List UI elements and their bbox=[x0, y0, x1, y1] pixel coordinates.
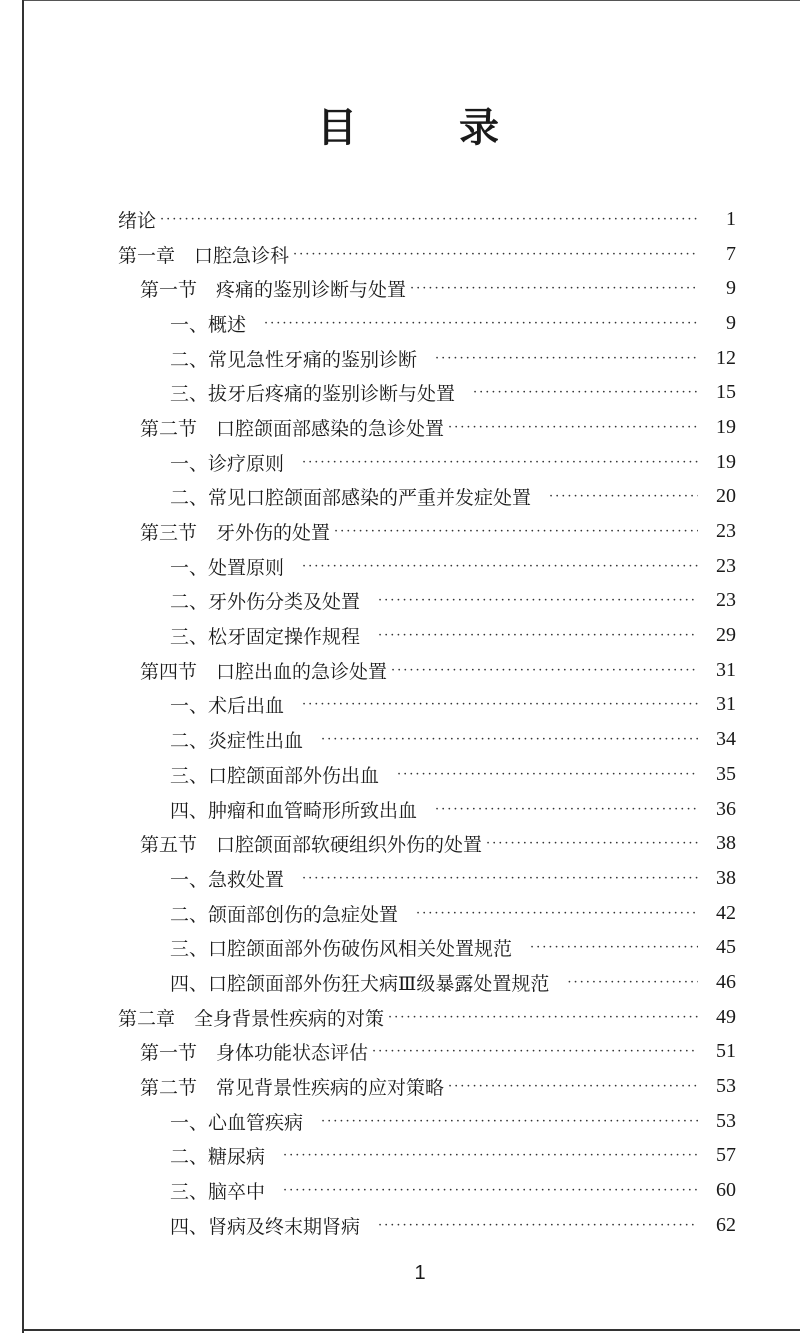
toc-subsection-entry[interactable] bbox=[118, 792, 736, 827]
toc-entry-label: 四、口腔颌面部外伤狂犬病Ⅲ级暴露处置规范 bbox=[170, 972, 550, 995]
toc-subsection-entry[interactable] bbox=[118, 896, 736, 931]
page-bottom-border bbox=[22, 1329, 800, 1331]
toc-chapter-entry[interactable] bbox=[118, 202, 736, 237]
toc-entry-page: 9 bbox=[726, 277, 736, 300]
toc-entry-page: 31 bbox=[716, 658, 736, 681]
toc-entry-label: 二、常见口腔颌面部感染的严重并发症处置 bbox=[170, 487, 532, 510]
toc-leader-dots bbox=[378, 626, 698, 645]
toc-entry-page: 62 bbox=[716, 1213, 736, 1236]
toc-entry-label: 一、概述 bbox=[170, 313, 247, 336]
toc-subsection-entry[interactable] bbox=[118, 549, 736, 584]
toc-leader-dots bbox=[567, 973, 698, 992]
toc-leader-dots bbox=[302, 869, 698, 888]
toc-leader-dots bbox=[410, 279, 698, 298]
toc-subsection-entry[interactable] bbox=[118, 861, 736, 896]
toc-entry-page: 57 bbox=[716, 1144, 736, 1167]
toc-subsection-entry[interactable] bbox=[118, 930, 736, 965]
toc-leader-dots bbox=[530, 938, 698, 957]
toc-entry-page: 1 bbox=[726, 207, 736, 230]
toc-section-entry[interactable] bbox=[118, 1069, 736, 1104]
toc-entry-label: 第二节 常见背景性疾病的应对策略 bbox=[140, 1077, 445, 1100]
toc-entry-page: 15 bbox=[716, 381, 736, 404]
toc-leader-dots bbox=[473, 383, 698, 402]
toc-entry-page: 49 bbox=[716, 1005, 736, 1028]
page-top-border bbox=[22, 0, 800, 1]
toc-subsection-entry[interactable] bbox=[118, 1173, 736, 1208]
toc-entry-page: 51 bbox=[716, 1040, 736, 1063]
toc-leader-dots bbox=[435, 800, 698, 819]
toc-entry-page: 23 bbox=[716, 520, 736, 543]
toc-entry-label: 第三节 牙外伤的处置 bbox=[140, 522, 331, 545]
toc-entry-page: 53 bbox=[716, 1109, 736, 1132]
toc-subsection-entry[interactable] bbox=[118, 1139, 736, 1174]
toc-entry-page: 23 bbox=[716, 554, 736, 577]
toc-entry-label: 四、肾病及终末期肾病 bbox=[170, 1215, 361, 1238]
toc-section-entry[interactable] bbox=[118, 826, 736, 861]
toc-leader-dots bbox=[372, 1042, 698, 1061]
toc-entry-page: 53 bbox=[716, 1075, 736, 1098]
toc-entry-label: 二、常见急性牙痛的鉴别诊断 bbox=[170, 348, 418, 371]
toc-entry-label: 一、诊疗原则 bbox=[170, 452, 285, 475]
toc-entry-label: 一、术后出血 bbox=[170, 695, 285, 718]
toc-entry-page: 31 bbox=[716, 693, 736, 716]
table-of-contents bbox=[118, 202, 736, 1243]
toc-entry-page: 38 bbox=[716, 866, 736, 889]
toc-entry-label: 第一章 口腔急诊科 bbox=[118, 244, 290, 267]
toc-leader-dots bbox=[283, 1146, 698, 1165]
toc-leader-dots bbox=[486, 834, 698, 853]
toc-entry-label: 第四节 口腔出血的急诊处置 bbox=[140, 660, 388, 683]
toc-section-entry[interactable] bbox=[118, 271, 736, 306]
toc-entry-page: 7 bbox=[726, 242, 736, 265]
toc-leader-dots bbox=[160, 210, 698, 229]
toc-entry-label: 一、心血管疾病 bbox=[170, 1111, 304, 1134]
page-left-border bbox=[22, 0, 24, 1333]
toc-subsection-entry[interactable] bbox=[118, 1208, 736, 1243]
toc-entry-page: 9 bbox=[726, 311, 736, 334]
toc-entry-page: 45 bbox=[716, 936, 736, 959]
toc-entry-label: 一、处置原则 bbox=[170, 556, 285, 579]
toc-entry-page: 23 bbox=[716, 589, 736, 612]
page-title: 目 录 bbox=[317, 105, 543, 151]
toc-subsection-entry[interactable] bbox=[118, 1104, 736, 1139]
toc-entry-page: 19 bbox=[716, 415, 736, 438]
toc-subsection-entry[interactable] bbox=[118, 965, 736, 1000]
toc-entry-label: 第五节 口腔颌面部软硬组织外伤的处置 bbox=[140, 834, 483, 857]
page-number: 1 bbox=[414, 1262, 426, 1284]
toc-entry-label: 三、脑卒中 bbox=[170, 1181, 266, 1204]
toc-leader-dots bbox=[378, 591, 698, 610]
toc-entry-label: 二、糖尿病 bbox=[170, 1146, 266, 1169]
toc-leader-dots bbox=[321, 730, 698, 749]
toc-entry-label: 三、松牙固定操作规程 bbox=[170, 626, 361, 649]
toc-entry-label: 三、口腔颌面部外伤破伤风相关处置规范 bbox=[170, 938, 513, 961]
toc-entry-label: 第二节 口腔颌面部感染的急诊处置 bbox=[140, 417, 445, 440]
toc-leader-dots bbox=[321, 1112, 698, 1131]
toc-leader-dots bbox=[302, 695, 698, 714]
toc-subsection-entry[interactable] bbox=[118, 584, 736, 619]
toc-entry-page: 29 bbox=[716, 624, 736, 647]
toc-leader-dots bbox=[378, 1216, 698, 1235]
toc-entry-page: 36 bbox=[716, 797, 736, 820]
toc-subsection-entry[interactable] bbox=[118, 722, 736, 757]
toc-entry-page: 42 bbox=[716, 901, 736, 924]
toc-entry-page: 34 bbox=[716, 728, 736, 751]
toc-leader-dots bbox=[397, 765, 698, 784]
toc-leader-dots bbox=[264, 314, 698, 333]
toc-section-entry[interactable] bbox=[118, 1035, 736, 1070]
toc-leader-dots bbox=[448, 418, 698, 437]
toc-leader-dots bbox=[416, 904, 698, 923]
toc-chapter-entry[interactable] bbox=[118, 1000, 736, 1035]
toc-section-entry[interactable] bbox=[118, 653, 736, 688]
toc-entry-page: 38 bbox=[716, 832, 736, 855]
toc-entry-page: 60 bbox=[716, 1179, 736, 1202]
toc-leader-dots bbox=[391, 661, 698, 680]
toc-entry-label: 第一节 疼痛的鉴别诊断与处置 bbox=[140, 279, 407, 302]
toc-entry-page: 35 bbox=[716, 762, 736, 785]
toc-leader-dots bbox=[448, 1077, 698, 1096]
toc-entry-label: 二、牙外伤分类及处置 bbox=[170, 591, 361, 614]
toc-entry-label: 三、拔牙后疼痛的鉴别诊断与处置 bbox=[170, 383, 456, 406]
toc-subsection-entry[interactable] bbox=[118, 341, 736, 376]
toc-subsection-entry[interactable] bbox=[118, 375, 736, 410]
toc-leader-dots bbox=[388, 1008, 698, 1027]
toc-subsection-entry[interactable] bbox=[118, 618, 736, 653]
toc-section-entry[interactable] bbox=[118, 514, 736, 549]
toc-subsection-entry[interactable] bbox=[118, 688, 736, 723]
toc-leader-dots bbox=[302, 453, 698, 472]
toc-leader-dots bbox=[283, 1181, 698, 1200]
toc-entry-page: 12 bbox=[716, 346, 736, 369]
toc-leader-dots bbox=[435, 349, 698, 368]
toc-entry-label: 二、炎症性出血 bbox=[170, 730, 304, 753]
toc-entry-label: 绪论 bbox=[118, 209, 157, 232]
toc-section-entry[interactable] bbox=[118, 410, 736, 445]
toc-chapter-entry[interactable] bbox=[118, 237, 736, 272]
toc-leader-dots bbox=[302, 557, 698, 576]
toc-entry-page: 19 bbox=[716, 450, 736, 473]
toc-subsection-entry[interactable] bbox=[118, 757, 736, 792]
toc-subsection-entry[interactable] bbox=[118, 445, 736, 480]
toc-entry-page: 46 bbox=[716, 970, 736, 993]
toc-leader-dots bbox=[549, 487, 698, 506]
toc-entry-label: 四、肿瘤和血管畸形所致出血 bbox=[170, 799, 418, 822]
toc-entry-label: 三、口腔颌面部外伤出血 bbox=[170, 764, 380, 787]
toc-entry-label: 一、急救处置 bbox=[170, 868, 285, 891]
toc-subsection-entry[interactable] bbox=[118, 306, 736, 341]
toc-subsection-entry[interactable] bbox=[118, 480, 736, 515]
toc-leader-dots bbox=[293, 245, 698, 264]
toc-entry-page: 20 bbox=[716, 485, 736, 508]
toc-entry-label: 第一节 身体功能状态评估 bbox=[140, 1042, 369, 1065]
toc-entry-label: 第二章 全身背景性疾病的对策 bbox=[118, 1007, 385, 1030]
toc-entry-label: 二、颌面部创伤的急症处置 bbox=[170, 903, 399, 926]
toc-leader-dots bbox=[334, 522, 698, 541]
